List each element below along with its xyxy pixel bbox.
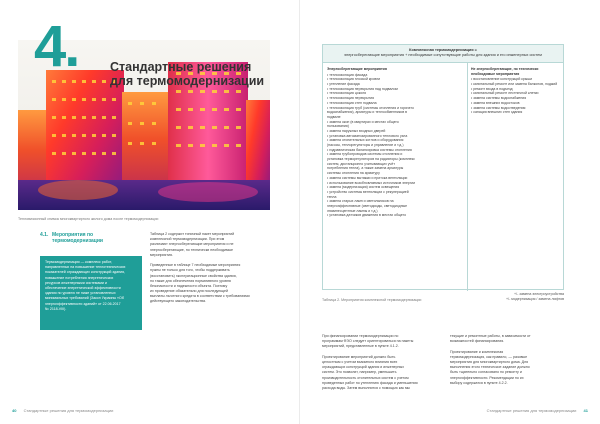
list-item: водоснабжения), арматуры и теплообменников в [327,110,408,115]
list-item: • замена старых ламп и светильников на [327,199,394,204]
list-item: • теплоизоляция цоколя [327,91,367,96]
list-item: • санация внешних стен здания [471,110,523,115]
definition-line: энергоэффективности зданий» от 22.06.2017 [45,301,121,306]
body-line: мероприятий, представленные в пункте 4.1.2. [322,344,399,349]
definition-line: Термомодернизация — комплекс работ, [45,260,112,264]
measures-table [322,44,564,290]
list-item: системы отопления на арматуру [327,171,380,176]
body-line: расхода воды. Затем выполнится с помощью как мы [322,385,410,390]
right-page-number: 41 [583,408,588,413]
list-item: систем, дистанционно учитывающих учёт [327,161,395,166]
definition-line: здания по уровню не ниже установленных [45,291,116,296]
left-body-text [150,232,282,305]
definition-line: обеспечение энергетической эффективности [45,285,121,290]
legend-line1: +/- замена электроустройства [514,292,564,296]
chapter-title [110,60,290,88]
list-item: • замена отопительных котлов и оборудования [327,138,404,143]
definition-line: показателей ограждающих конструкций здания, [45,270,126,275]
body-line: (восстановить) эксплуатационные свойства здания, [150,273,237,278]
list-item: • теплоизоляция стен подвала [327,100,377,105]
table-col-necessary [471,67,561,115]
body-line: целостным с учетом взаимного влияния всех [322,359,398,364]
list-item: • замена окон (в квартирах и местах общего [327,119,399,124]
body-line: энергосберегающие, но технически необходимые [150,247,234,252]
body-line: Таблица 2 содержит типичный пакет мероприятий [150,232,235,236]
list-item: установка терморегуляторов на радиаторы (комплекс [327,157,415,162]
list-item: • теплоизоляция перекрытия [327,96,374,101]
list-item: подвале [327,114,341,119]
body-line: программам ФЭО следует ориентироваться на пакеты [322,339,414,344]
body-line: комплексной термомодернизации. При этом [150,237,225,242]
body-line: возможностей финансирования. [450,339,505,344]
right-page [300,0,600,424]
table-column-divider [467,63,468,291]
table-col-energy-saving [327,67,465,218]
list-item: • утепление фасада [327,82,360,87]
list-item: • замена трубопроводов системы отопления и [327,152,403,157]
body-line: систем. Это позволит, например, уменьшить [322,370,397,375]
body-line: проведенных работ по утеплению фасада и уменьшения [322,380,418,385]
chapter-title-line2: для термомодернизации [110,74,265,88]
list-item: • ремонт входа в подъезд [471,86,513,91]
right-body-text-col1 [322,334,440,391]
body-line: безопасности и надежности объекта. Поэтому [150,283,228,288]
right-footer-text: Стандартные решения для термомодернизации [486,408,577,413]
list-item: • восстановление конструкций крыши [471,77,533,82]
list-item: • замена системы водоотведения [471,105,526,110]
table-header [323,45,563,63]
list-item: • замена наружных входных дверей [327,128,386,133]
list-item: люминесцентные лампы и т.д.) [327,208,378,213]
definition-line: минимальных требований (Закон Украины «Об [45,296,124,301]
section-title-line2: термомодернизации [52,238,103,244]
list-item: • теплоизоляция фасада [327,72,368,77]
body-line: ограждающих конструкций здания и инженерных [322,365,405,370]
list-item: • установка автоматизированного теплового узла [327,133,408,138]
list-item: • замена (модернизация) систем освещения [327,185,400,190]
body-line: Приведенные в таблице 7 необходимые мероприятия [150,263,241,268]
definition-line: повышение потребления энергетических [45,275,114,280]
list-item: • использование возобновляемых источников энергии [327,180,416,185]
chapter-title-line1: Стандартные решения [110,60,252,74]
left-footer [12,408,113,413]
table-caption: Таблица 2. Мероприятия комплексной термомодернизации [322,298,422,302]
left-footer-text: Стандартные решения для термомодернизации [23,408,114,413]
section-title [52,232,142,244]
table-header-line2: энергосберегающие мероприятия + необходимые сопутствующие работы для здания и его инженерных систем [344,53,542,57]
body-line: выплаты льготного кредита в соответствии с требованиями [150,294,250,299]
list-item: • гидравлическая балансировка системы отопления [327,147,412,152]
list-item: (насосы, теплорегуляторы и управление и т.д.) [327,143,404,148]
right-body-text-col2 [450,334,568,386]
body-line: Проектирование и комплексная [450,349,504,354]
list-item: • установка датчиков движения в местах общего [327,213,407,218]
section-number: 4.1. [40,232,49,238]
body-line: быть тщательно согласовано по ремонту и [450,370,522,375]
body-line: При финансировании термомодернизации по [322,334,399,338]
chapter-number: 4. [34,14,79,79]
list-item: • теплоизоляция перекрытия над подвалом [327,86,398,91]
body-line: мероприятия. [150,252,173,257]
body-line: термомодернизация, как правило, — разовые [450,354,528,359]
photo-caption: Тепловизионный снимок многоквартирного жилого дома после термомодернизации [18,217,159,221]
list-item: • капитальный ремонт лестничной клетки [471,91,539,96]
list-item: тепла [327,194,337,199]
list-item: • теплоизоляция труб (системы отопления и горячего [327,105,414,110]
body-line: энергоэффективности. Рекомендации по их [450,375,524,380]
left-page-number: 40 [12,408,17,413]
section-title-line1: Мероприятия по [52,232,94,238]
definition-line: направленных на повышение теплотехнических [45,265,126,270]
list-item: • замена системы вытяжки и притока вентиляции [327,175,408,180]
body-line: действующего законодательства. [150,299,206,304]
body-line: различают энергосберегающие мероприятия и не [150,242,234,247]
body-line: мероприятия для многоквартирного дома. Для [450,359,529,364]
col2-title: Не энергосберегающие, но технически необходимые мероприятия [471,67,539,76]
body-line: выполнения этого техническое задание должно [450,365,530,370]
table-header-line1: Комплексная термомодернизация = [409,48,477,52]
col1-title: Энергосберегающие мероприятия [327,67,387,71]
body-line: их проведение обязательно для последующей [150,289,228,294]
list-item: энергоэффективные (светодиоды, светодиодные [327,203,408,208]
list-item: • замена системы водоснабжения [471,96,527,101]
body-line: нужны не только для того, чтобы поддерживать [150,268,230,273]
legend-line2: +/- модернизация / замена лифтов [505,297,564,301]
list-item: • замена внешних водостоков [471,100,520,105]
body-line: но также для обеспечения нормативного уровня [150,278,231,283]
definition-box [40,256,142,330]
body-line: текущие и ремонтные работы, в зависимости от [450,334,531,338]
definition-line: ресурсов инженерными системами и [45,280,107,285]
body-line: Проектирование мероприятий должно быть [322,354,396,359]
list-item: • устройство системы вентиляции с рекуперацией [327,189,409,194]
body-line: производительность отопительных систем с учетом [322,375,409,380]
list-item: • теплоизоляция плоской кровли [327,77,381,82]
list-item: потребления тепла), а также замена арматуры [327,166,404,171]
list-item: пользования) [327,124,349,129]
definition-line: № 2118-VIII). [45,306,67,311]
right-footer [468,408,588,413]
list-item: • капитальный ремонт или замена балконов, лоджий [471,82,558,87]
table-legend [470,292,564,302]
body-line: выбору содержатся в пункте 4.2.2. [450,380,508,385]
